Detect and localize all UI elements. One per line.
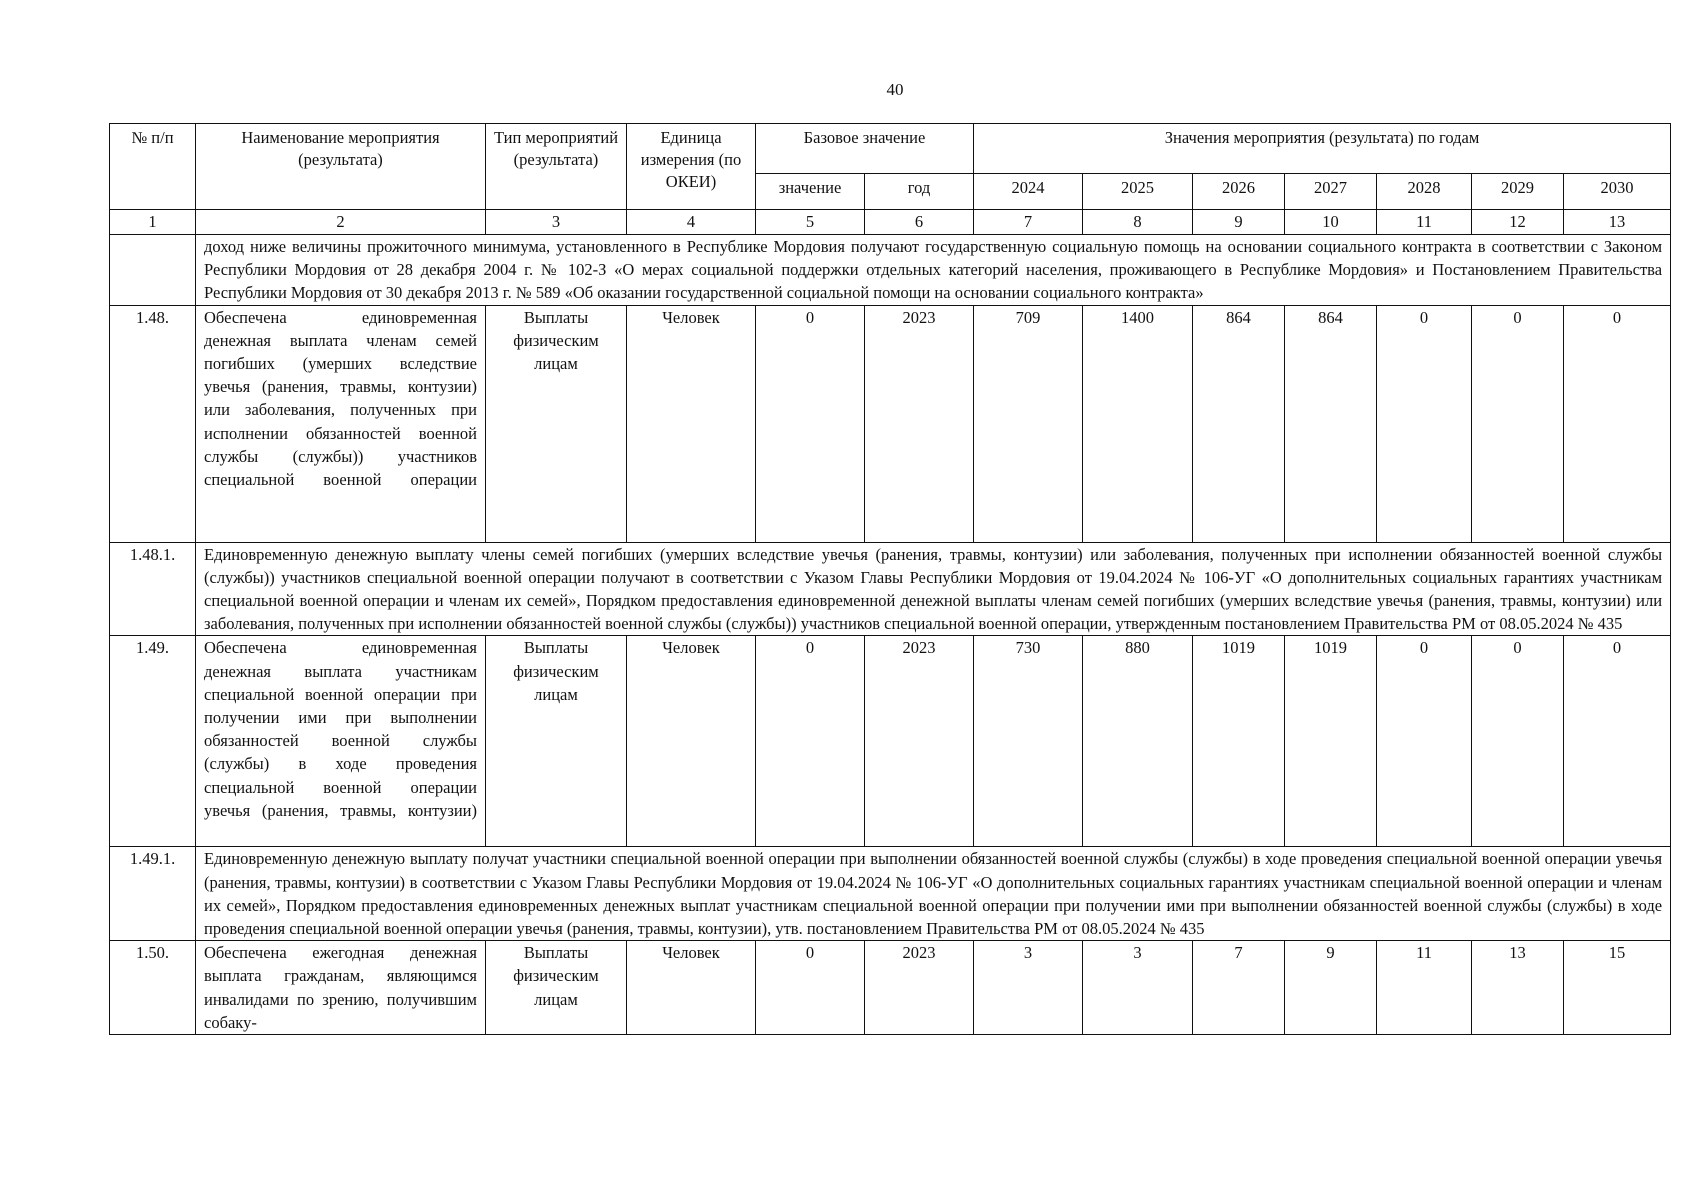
header-year: 2028 (1377, 174, 1472, 210)
header-type: Тип мероприятий (результата) (486, 124, 627, 210)
header-year: 2030 (1564, 174, 1671, 210)
table-row (110, 636, 1671, 847)
row-value-2030: 15 (1564, 941, 1671, 1035)
table-row (110, 305, 1671, 542)
row-value-2028: 0 (1377, 636, 1472, 847)
row-name: Обеспечена единовременная денежная выплата членам семей погибших (умерших вследствие увечья (ранения, травмы, контузии) или заболевания, полученных при исполнении обязанностей военной службы (службы)) участников специальной военной операции (196, 305, 486, 542)
row-base-value: 0 (756, 305, 865, 542)
row-type: Выплаты физическим лицам (486, 305, 627, 542)
row-num: 1.49. (110, 636, 196, 847)
column-index: 5 (756, 210, 865, 235)
row-value-2026: 7 (1193, 941, 1285, 1035)
column-index: 10 (1285, 210, 1377, 235)
note-num: 1.49.1. (110, 847, 196, 941)
note-text: Единовременную денежную выплату получат участники специальной военной операции при выполнении обязанностей военной службы (службы) в ходе проведения специальной военной операции увечья (ранения, травмы, контузии) в соответствии с Указом Главы Республики Мордовия от 19.04.2024 № 106-УГ «О дополнительных социальных гарантиях участникам специальной военной операции и членам их семей», Порядком предоставления единовременных денежных выплат участникам специальной военной операции при получении ими при выполнении обязанностей военной службы (службы) в ходе проведения специальной военной операции увечья (ранения, травмы, контузии), утв. постановлением Правительства РМ от 08.05.2024 № 435 (196, 847, 1671, 941)
row-name: Обеспечена ежегодная денежная выплата гражданам, являющимся инвалидами по зрению, получившим собаку- (196, 941, 486, 1035)
row-unit: Человек (627, 941, 756, 1035)
row-value-2029: 13 (1472, 941, 1564, 1035)
page-number: 40 (886, 80, 904, 99)
row-value-2025: 880 (1083, 636, 1193, 847)
header-years: Значения мероприятия (результата) по годам (974, 124, 1671, 174)
row-value-2030: 0 (1564, 636, 1671, 847)
row-name: Обеспечена единовременная денежная выплата участникам специальной военной операции при получении ими при выполнении обязанностей военной службы (службы) в ходе проведения специальной военной операции увечья (ранения, травмы, контузии) (196, 636, 486, 847)
header-base-year: год (865, 174, 974, 210)
header-year: 2026 (1193, 174, 1285, 210)
column-index: 12 (1472, 210, 1564, 235)
note-text: Единовременную денежную выплату члены семей погибших (умерших вследствие увечья (ранения, травмы, контузии) или заболевания, полученных при исполнении обязанностей военной службы (службы)) участников специальной военной операции получают в соответствии с Указом Главы Республики Мордовия от 19.04.2024 № 106-УГ «О дополнительных социальных гарантиях участникам специальной военной операции и членам их семей», Порядком предоставления единовременной денежной выплаты членам семей погибших (умерших вследствие увечья (ранения, травмы, контузии) или заболевания, полученных при исполнении обязанностей военной службы (службы)) участников специальной военной операции, утвержденным постановлением Правительства РМ от 08.05.2024 № 435 (196, 542, 1671, 636)
row-unit: Человек (627, 636, 756, 847)
row-value-2030: 0 (1564, 305, 1671, 542)
row-type: Выплаты физическим лицам (486, 941, 627, 1035)
note-num: 1.48.1. (110, 542, 196, 636)
header-year: 2027 (1285, 174, 1377, 210)
column-index: 2 (196, 210, 486, 235)
column-index: 13 (1564, 210, 1671, 235)
row-value-2026: 864 (1193, 305, 1285, 542)
continuation-note-row (110, 235, 1671, 306)
note-row (110, 847, 1671, 941)
row-value-2027: 1019 (1285, 636, 1377, 847)
note-text: доход ниже величины прожиточного минимума, установленного в Республике Мордовия получают государственную социальную помощь на основании социального контракта в соответствии с Законом Республики Мордовия от 28 декабря 2004 г. № 102-З «О мерах социальной поддержки отдельных категорий населения, проживающего в Республике Мордовия» и Постановлением Правительства Республики Мордовия от 30 декабря 2013 г. № 589 «Об оказании государственной социальной помощи на основании социального контракта» (196, 235, 1671, 306)
row-base-year: 2023 (865, 636, 974, 847)
row-value-2027: 864 (1285, 305, 1377, 542)
header-year: 2024 (974, 174, 1083, 210)
header-unit: Единица измерения (по ОКЕИ) (627, 124, 756, 210)
header-row-top (110, 124, 1671, 174)
row-num: 1.48. (110, 305, 196, 542)
header-base: Базовое значение (756, 124, 974, 174)
header-year: 2025 (1083, 174, 1193, 210)
row-value-2025: 3 (1083, 941, 1193, 1035)
column-index: 3 (486, 210, 627, 235)
row-num: 1.50. (110, 941, 196, 1035)
column-index-row (110, 210, 1671, 235)
row-value-2026: 1019 (1193, 636, 1285, 847)
row-value-2024: 3 (974, 941, 1083, 1035)
column-index: 6 (865, 210, 974, 235)
row-base-year: 2023 (865, 305, 974, 542)
column-index: 4 (627, 210, 756, 235)
header-year: 2029 (1472, 174, 1564, 210)
table-row (110, 941, 1671, 1035)
row-base-year: 2023 (865, 941, 974, 1035)
header-num: № п/п (110, 124, 196, 210)
row-value-2029: 0 (1472, 636, 1564, 847)
row-type: Выплаты физическим лицам (486, 636, 627, 847)
column-index: 8 (1083, 210, 1193, 235)
column-index: 11 (1377, 210, 1472, 235)
row-base-value: 0 (756, 636, 865, 847)
row-unit: Человек (627, 305, 756, 542)
row-value-2029: 0 (1472, 305, 1564, 542)
header-base-value: значение (756, 174, 865, 210)
row-value-2028: 11 (1377, 941, 1472, 1035)
note-num (110, 235, 196, 306)
measures-table (109, 123, 1671, 1035)
header-name: Наименование мероприятия (результата) (196, 124, 486, 210)
row-base-value: 0 (756, 941, 865, 1035)
row-value-2027: 9 (1285, 941, 1377, 1035)
row-value-2024: 709 (974, 305, 1083, 542)
row-value-2025: 1400 (1083, 305, 1193, 542)
column-index: 1 (110, 210, 196, 235)
row-value-2024: 730 (974, 636, 1083, 847)
note-row (110, 542, 1671, 636)
column-index: 9 (1193, 210, 1285, 235)
row-value-2028: 0 (1377, 305, 1472, 542)
column-index: 7 (974, 210, 1083, 235)
